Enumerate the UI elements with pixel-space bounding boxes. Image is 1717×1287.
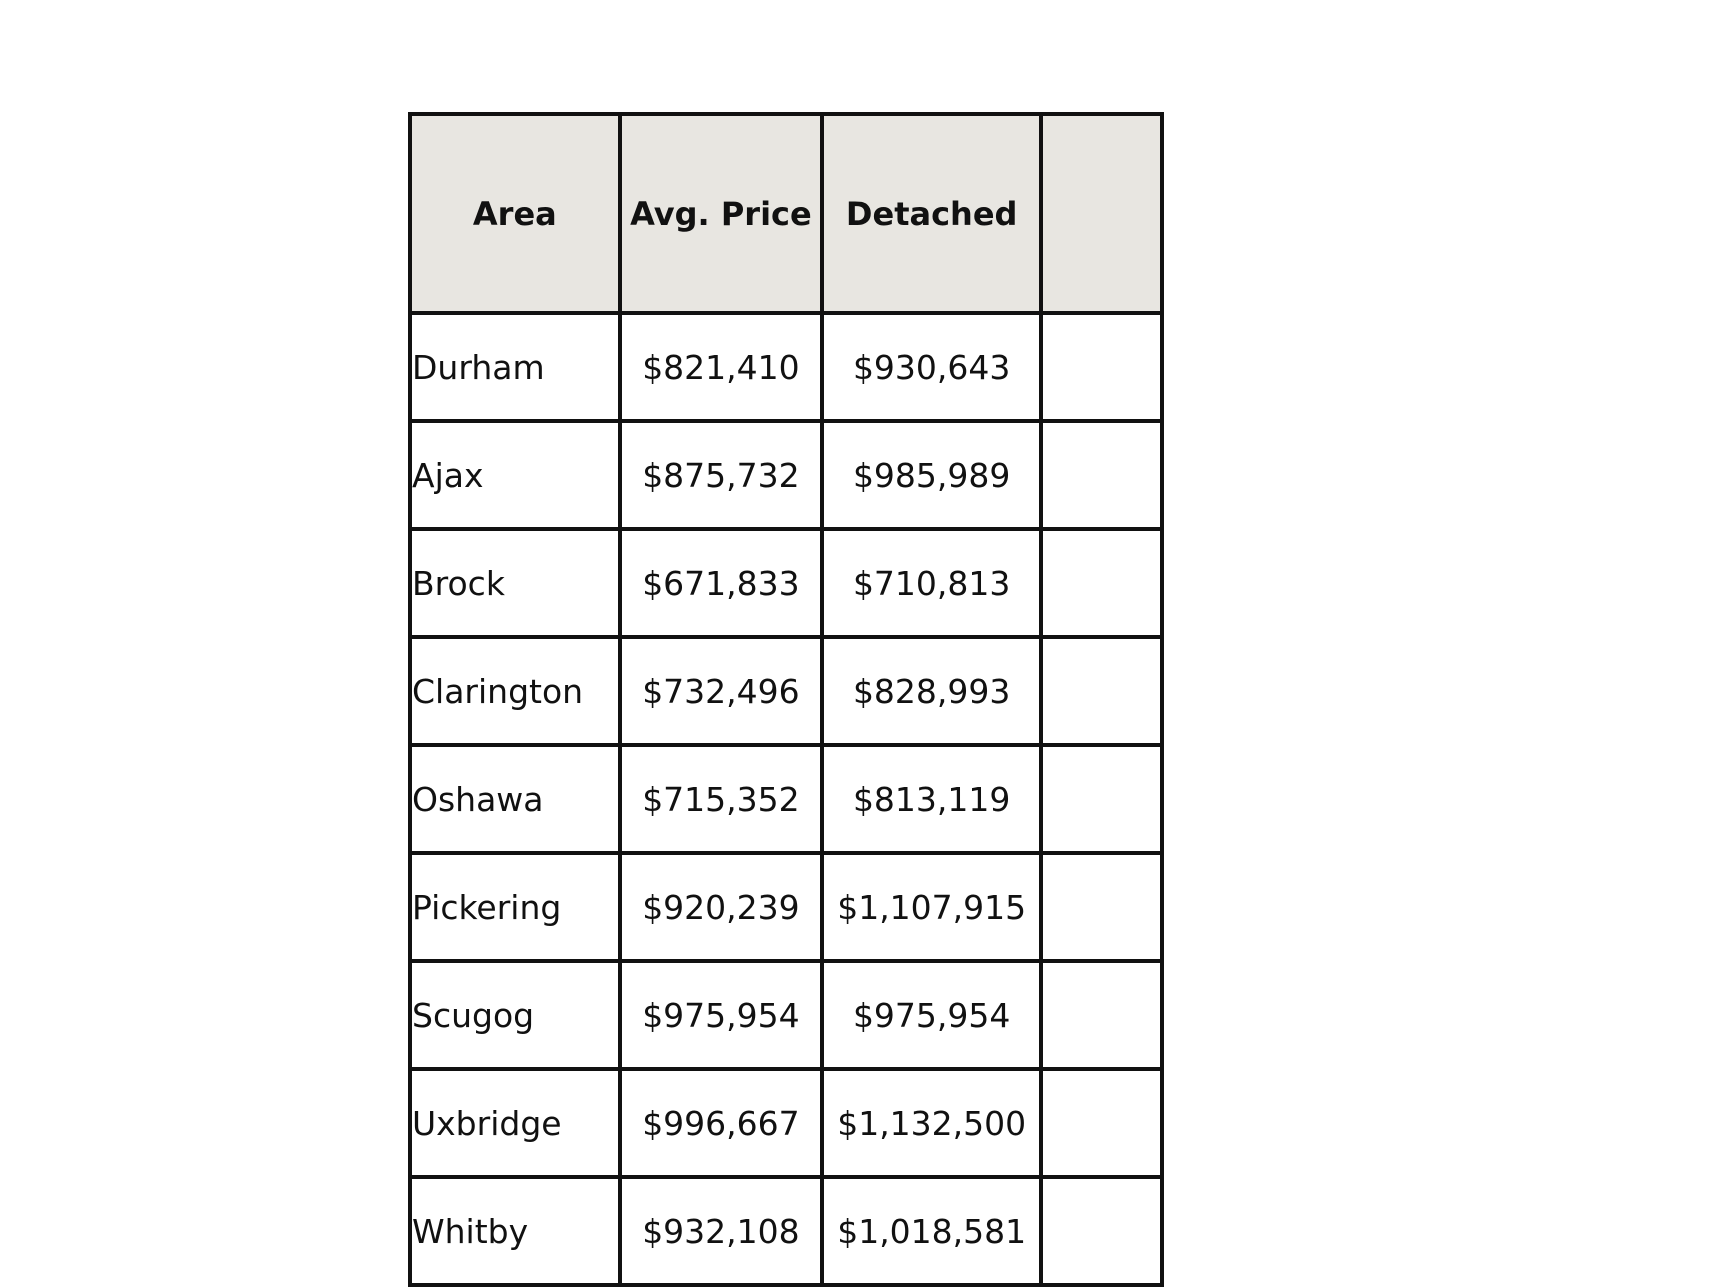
area-cell: Ajax bbox=[410, 421, 620, 529]
header-avg-price: Avg. Price bbox=[620, 114, 823, 313]
hidden-column-cell bbox=[1041, 745, 1162, 853]
table-header-row bbox=[410, 114, 1162, 313]
avg-price-cell: $932,108 bbox=[620, 1177, 823, 1285]
area-cell: Scugog bbox=[410, 961, 620, 1069]
header-area: Area bbox=[410, 114, 620, 313]
table-row bbox=[410, 961, 1162, 1069]
area-cell: Brock bbox=[410, 529, 620, 637]
hidden-column-cell bbox=[1041, 529, 1162, 637]
detached-cell: $710,813 bbox=[822, 529, 1041, 637]
price-table bbox=[408, 112, 1164, 1287]
hidden-column-cell bbox=[1041, 637, 1162, 745]
table-row bbox=[410, 1069, 1162, 1177]
avg-price-cell: $671,833 bbox=[620, 529, 823, 637]
hidden-column-cell bbox=[1041, 313, 1162, 421]
detached-cell: $985,989 bbox=[822, 421, 1041, 529]
detached-cell: $1,132,500 bbox=[822, 1069, 1041, 1177]
avg-price-cell: $821,410 bbox=[620, 313, 823, 421]
area-cell: Durham bbox=[410, 313, 620, 421]
table-row bbox=[410, 313, 1162, 421]
header-detached: Detached bbox=[822, 114, 1041, 313]
hidden-column-cell bbox=[1041, 421, 1162, 529]
avg-price-cell: $732,496 bbox=[620, 637, 823, 745]
detached-cell: $828,993 bbox=[822, 637, 1041, 745]
table-row bbox=[410, 1177, 1162, 1285]
area-cell: Oshawa bbox=[410, 745, 620, 853]
table-row bbox=[410, 853, 1162, 961]
price-table-container bbox=[408, 112, 1164, 1287]
hidden-column-cell bbox=[1041, 1069, 1162, 1177]
table-row bbox=[410, 421, 1162, 529]
table-row bbox=[410, 745, 1162, 853]
area-cell: Clarington bbox=[410, 637, 620, 745]
avg-price-cell: $875,732 bbox=[620, 421, 823, 529]
hidden-column-cell bbox=[1041, 853, 1162, 961]
area-cell: Uxbridge bbox=[410, 1069, 620, 1177]
avg-price-cell: $920,239 bbox=[620, 853, 823, 961]
detached-cell: $975,954 bbox=[822, 961, 1041, 1069]
avg-price-cell: $715,352 bbox=[620, 745, 823, 853]
table-row bbox=[410, 637, 1162, 745]
area-cell: Whitby bbox=[410, 1177, 620, 1285]
table-body bbox=[410, 313, 1162, 1285]
avg-price-cell: $975,954 bbox=[620, 961, 823, 1069]
detached-cell: $1,018,581 bbox=[822, 1177, 1041, 1285]
table-row bbox=[410, 529, 1162, 637]
hidden-column-cell bbox=[1041, 961, 1162, 1069]
detached-cell: $930,643 bbox=[822, 313, 1041, 421]
detached-cell: $1,107,915 bbox=[822, 853, 1041, 961]
avg-price-cell: $996,667 bbox=[620, 1069, 823, 1177]
header-hidden-column bbox=[1041, 114, 1162, 313]
hidden-column-cell bbox=[1041, 1177, 1162, 1285]
area-cell: Pickering bbox=[410, 853, 620, 961]
detached-cell: $813,119 bbox=[822, 745, 1041, 853]
